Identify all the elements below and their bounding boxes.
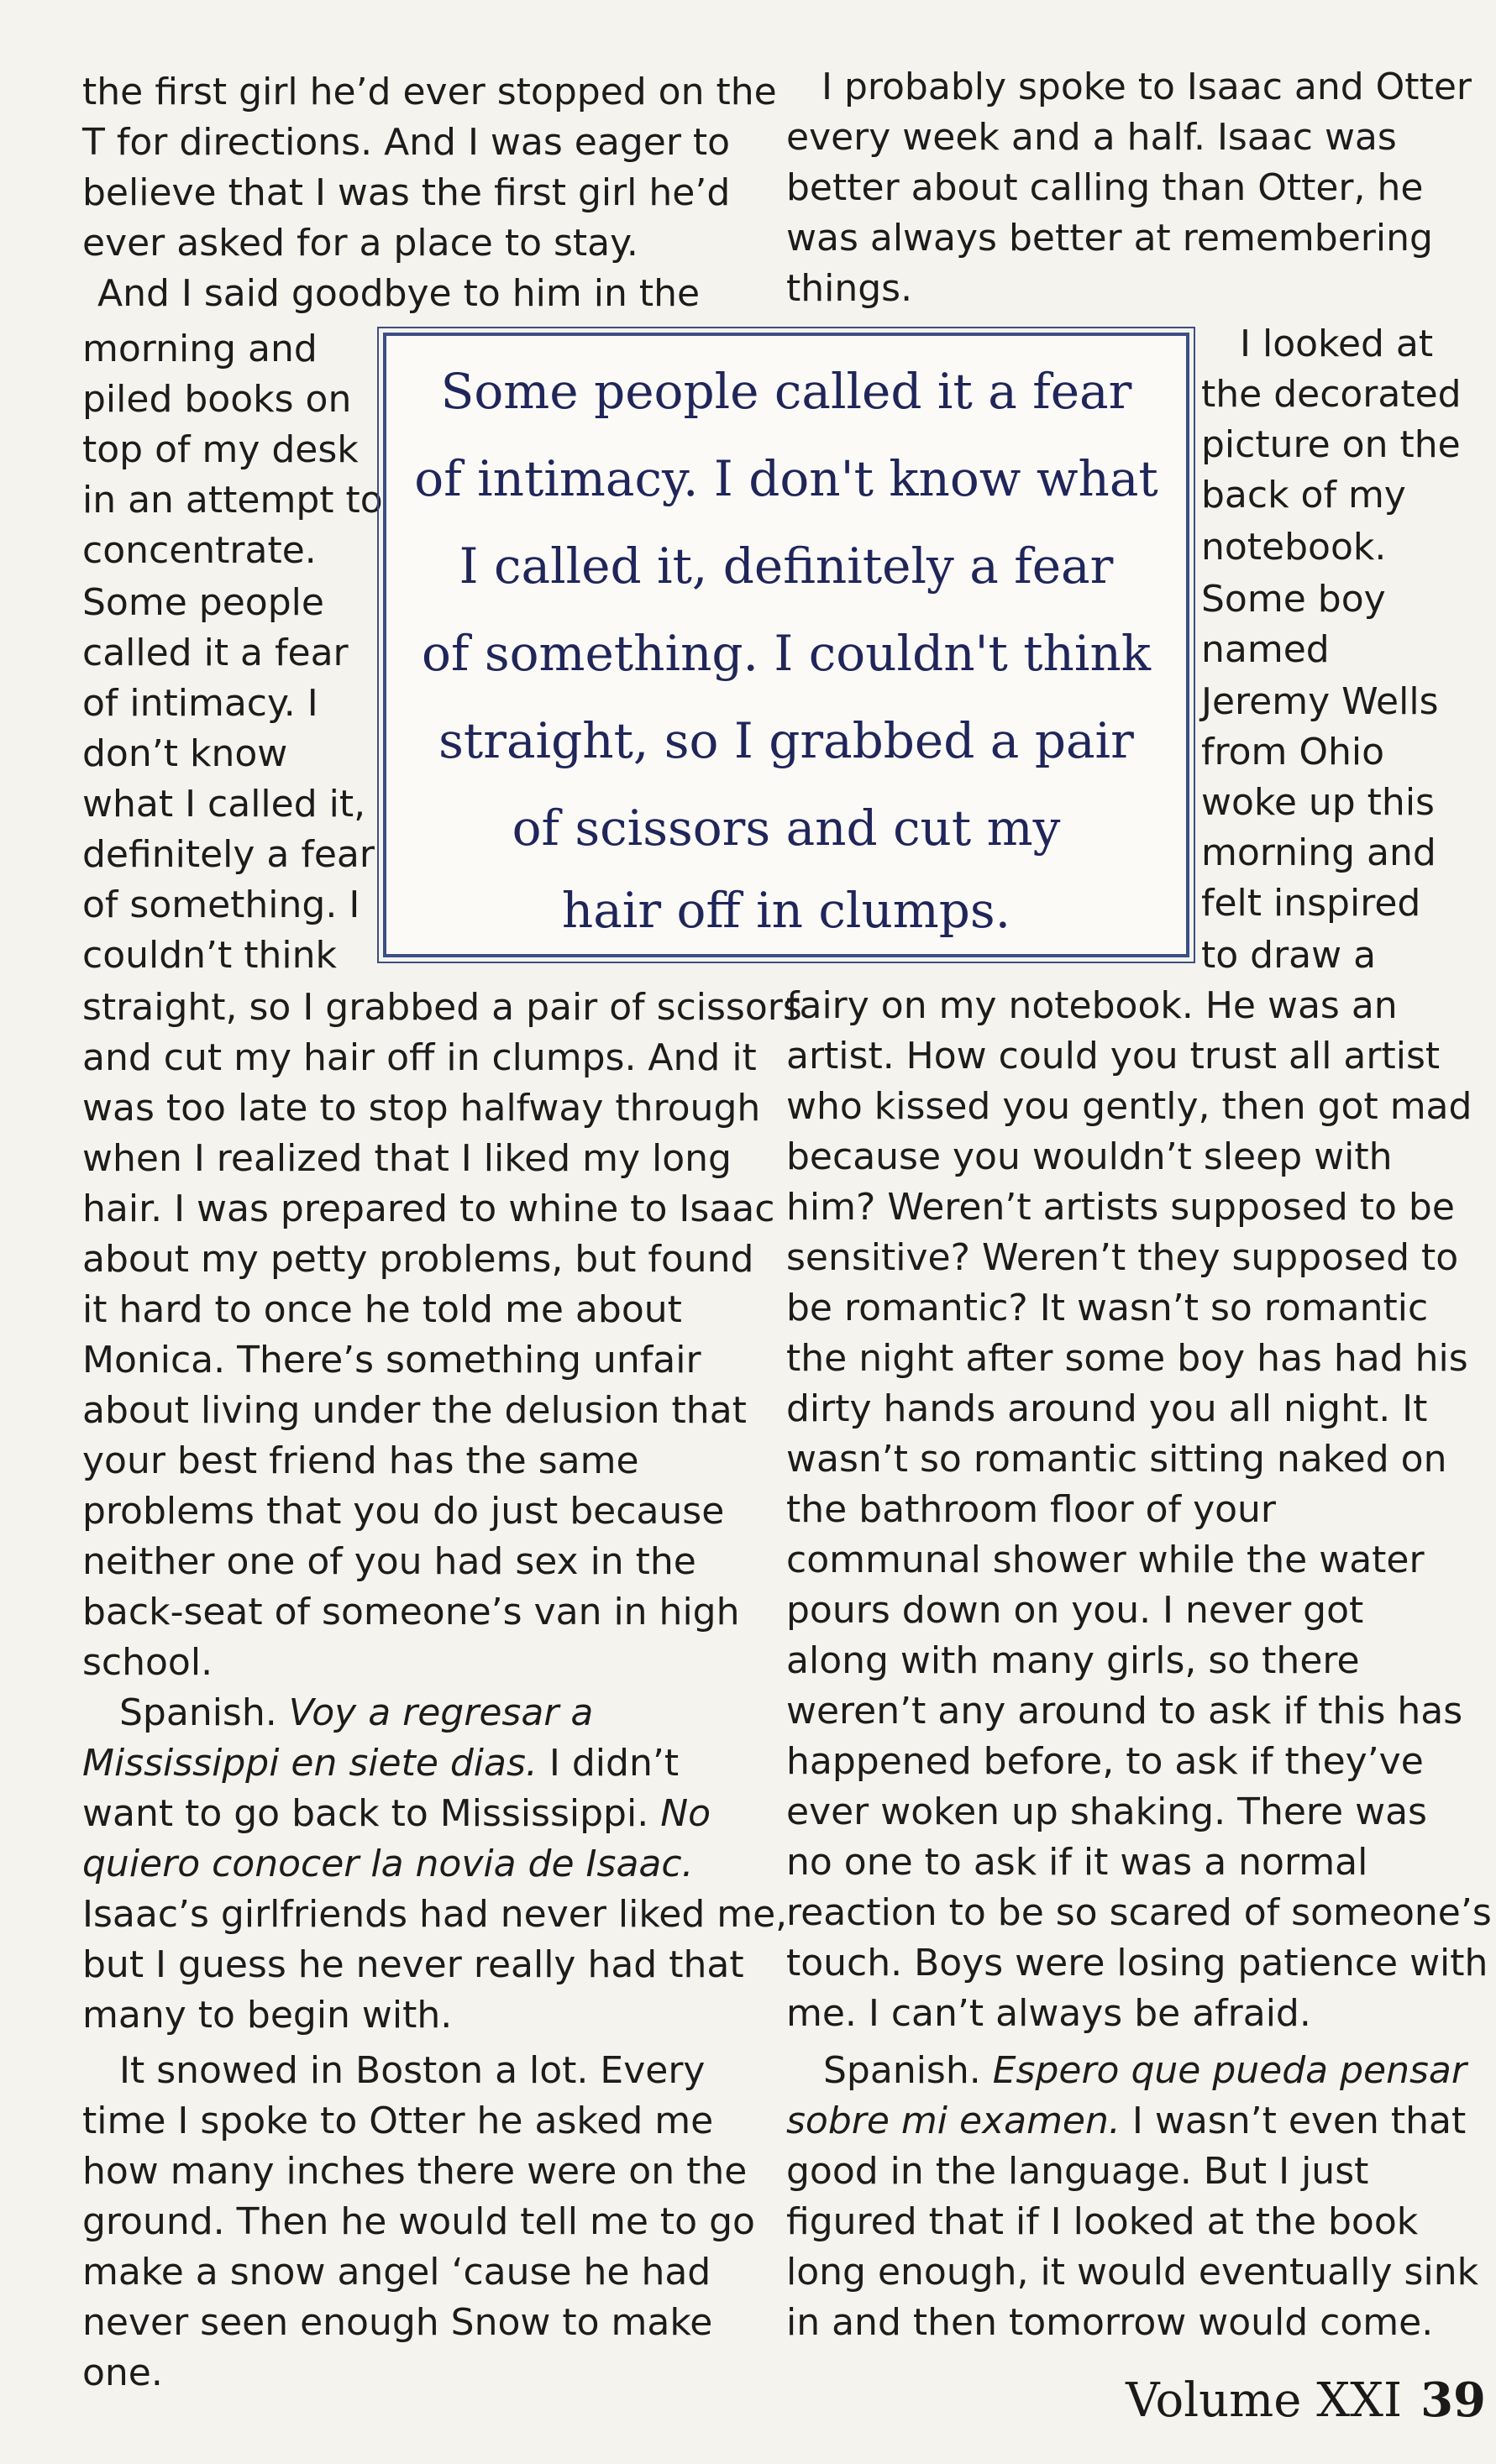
text-line: but I guess he never really had that — [82, 1943, 744, 1986]
text-line: named — [1201, 628, 1330, 671]
text-line: how many inches there were on the — [82, 2150, 748, 2193]
text-line: who kissed you gently, then got mad — [786, 1085, 1472, 1128]
spanish-phrase: Mississippi en siete dias. — [82, 1742, 538, 1785]
pull-quote-line: Some people called it a fear — [440, 363, 1132, 420]
text-line: Some people — [82, 581, 324, 624]
text-line: top of my desk — [82, 428, 359, 471]
text-line: the bathroom floor of your — [786, 1488, 1276, 1531]
text-line: definitely a fear — [82, 833, 375, 876]
text-line: believe that I was the first girl he’d — [82, 171, 731, 214]
volume-label: Volume XXI — [1126, 2373, 1403, 2428]
spanish-phrase: Voy a regresar a — [288, 1691, 594, 1734]
text-line: of something. I — [82, 883, 360, 926]
text-line: ever asked for a place to stay. — [82, 222, 638, 265]
text-line: one. — [82, 2351, 163, 2394]
text-line: many to begin with. — [82, 1994, 453, 2037]
text-line: fairy on my notebook. He was an — [786, 984, 1398, 1027]
text-line: Monica. There’s something unfair — [82, 1339, 701, 1381]
text-line: sensitive? Weren’t they supposed to — [786, 1236, 1459, 1279]
text-line: make a snow angel ‘cause he had — [82, 2251, 711, 2294]
text-line: don’t know — [82, 732, 288, 775]
text-line: ever woken up shaking. There was — [786, 1790, 1427, 1833]
text-line: dirty hands around you all night. It — [786, 1387, 1428, 1430]
text-line: couldn’t think — [82, 934, 337, 977]
text-line: neither one of you had sex in the — [82, 1540, 696, 1583]
text-line: to draw a — [1201, 934, 1377, 977]
pull-quote-line: I called it, definitely a fear — [459, 537, 1114, 595]
text-line: touch. Boys were losing patience with — [786, 1942, 1488, 1984]
text-line: was too late to stop halfway through — [82, 1087, 761, 1130]
text-line — [786, 2096, 1466, 2147]
text-line: the decorated — [1201, 373, 1462, 416]
pull-quote-line: of scissors and cut my — [512, 799, 1061, 857]
text-line — [82, 1789, 711, 1839]
text-line: things. — [786, 267, 913, 310]
text-line: in and then tomorrow would come. — [786, 2301, 1434, 2344]
text-line: figured that if I looked at the book — [786, 2200, 1419, 2243]
text-line — [119, 1688, 593, 1738]
pull-quote-line: hair off in clumps. — [561, 882, 1011, 939]
text-line: what I called it, — [82, 783, 366, 826]
text-line: school. — [82, 1641, 213, 1684]
text-line: because you wouldn’t sleep with — [786, 1135, 1393, 1178]
spanish-phrase: Espero que pueda pensar — [992, 2049, 1467, 2092]
text-line: It snowed in Boston a lot. Every — [119, 2049, 706, 2092]
text-line: about my petty problems, but found — [82, 1238, 754, 1281]
pull-quote-line: of intimacy. I don't know what — [414, 450, 1158, 507]
text-line: the first girl he’d ever stopped on the — [82, 71, 777, 113]
text-line: about living under the delusion that — [82, 1389, 747, 1432]
text-line: from Ohio — [1201, 731, 1385, 773]
text-line: weren’t any around to ask if this has — [786, 1690, 1463, 1733]
text-line: Some boy — [1201, 578, 1386, 621]
text-line: no one to ask if it was a normal — [786, 1841, 1368, 1884]
text-line: artist. How could you trust all artist — [786, 1035, 1441, 1077]
text-line: was always better at remembering — [786, 217, 1433, 260]
text-line: time I spoke to Otter he asked me — [82, 2100, 714, 2142]
text-line: me. I can’t always be afraid. — [786, 1992, 1311, 2035]
text-line: morning and — [1201, 831, 1436, 874]
text-span: I didn’t — [549, 1742, 680, 1785]
pull-quote-line: straight, so I grabbed a pair — [438, 712, 1134, 769]
text-line: wasn’t so romantic sitting naked on — [786, 1438, 1447, 1481]
text-line: I looked at — [1240, 322, 1434, 365]
text-line: happened before, to ask if they’ve — [786, 1740, 1424, 1783]
text-line: Isaac’s girlfriends had never liked me, — [82, 1893, 788, 1936]
text-line — [82, 1738, 679, 1789]
text-line: called it a fear — [82, 632, 349, 674]
text-line: ground. Then he would tell me to go — [82, 2200, 755, 2243]
text-line: reaction to be so scared of someone’s — [786, 1891, 1492, 1934]
text-line: along with many girls, so there — [786, 1639, 1360, 1682]
text-span: I wasn’t even that — [1131, 2100, 1467, 2142]
text-line: morning and — [82, 328, 318, 370]
text-line: Jeremy Wells — [1201, 680, 1439, 723]
text-line: him? Weren’t artists supposed to be — [786, 1186, 1455, 1229]
text-line: woke up this — [1201, 781, 1435, 824]
text-line: picture on the — [1201, 423, 1461, 466]
text-line: pours down on you. I never got — [786, 1589, 1364, 1632]
text-line: and cut my hair off in clumps. And it — [82, 1036, 757, 1079]
text-line: be romantic? It wasn’t so romantic — [786, 1287, 1429, 1329]
pull-quote-line: of something. I couldn't think — [422, 625, 1151, 682]
heading-word: Spanish. — [823, 2049, 981, 2092]
text-line: your best friend has the same — [82, 1439, 639, 1482]
text-line: problems that you do just because — [82, 1490, 725, 1533]
text-line: good in the language. But I just — [786, 2150, 1369, 2193]
text-line: every week and a half. Isaac was — [786, 116, 1397, 159]
text-line: I probably spoke to Isaac and Otter — [821, 66, 1472, 108]
text-line: of intimacy. I — [82, 682, 318, 725]
text-line: better about calling than Otter, he — [786, 166, 1424, 209]
page-number: 39 — [1420, 2372, 1486, 2428]
text-line: back-seat of someone’s van in high — [82, 1591, 740, 1633]
text-line: And I said goodbye to him in the — [97, 272, 701, 315]
text-line: the night after some boy has had his — [786, 1337, 1468, 1380]
text-line: piled books on — [82, 378, 352, 421]
text-line: notebook. — [1201, 526, 1387, 569]
text-line: concentrate. — [82, 529, 317, 572]
text-line: in an attempt to — [82, 479, 383, 522]
text-line: back of my — [1201, 474, 1406, 516]
text-line: never seen enough Snow to make — [82, 2301, 713, 2344]
pull-quote-box — [383, 333, 1189, 957]
text-line: felt inspired — [1201, 882, 1421, 925]
spanish-phrase: No — [660, 1792, 711, 1835]
spanish-phrase: sobre mi examen. — [786, 2100, 1121, 2142]
heading-word: Spanish. — [119, 1691, 277, 1734]
text-line: it hard to once he told me about — [82, 1288, 682, 1331]
page-footer — [1126, 2367, 1486, 2435]
text-line: T for directions. And I was eager to — [82, 121, 731, 164]
text-line: straight, so I grabbed a pair of scissors — [82, 986, 802, 1029]
text-line: communal shower while the water — [786, 1539, 1425, 1581]
text-span: want to go back to Mississippi. — [82, 1792, 649, 1835]
text-line: hair. I was prepared to whine to Isaac — [82, 1187, 775, 1230]
text-line — [823, 2046, 1467, 2096]
spanish-phrase: quiero conocer la novia de Isaac. — [82, 1843, 694, 1885]
text-line: long enough, it would eventually sink — [786, 2251, 1479, 2294]
text-line: when I realized that I liked my long — [82, 1137, 732, 1180]
